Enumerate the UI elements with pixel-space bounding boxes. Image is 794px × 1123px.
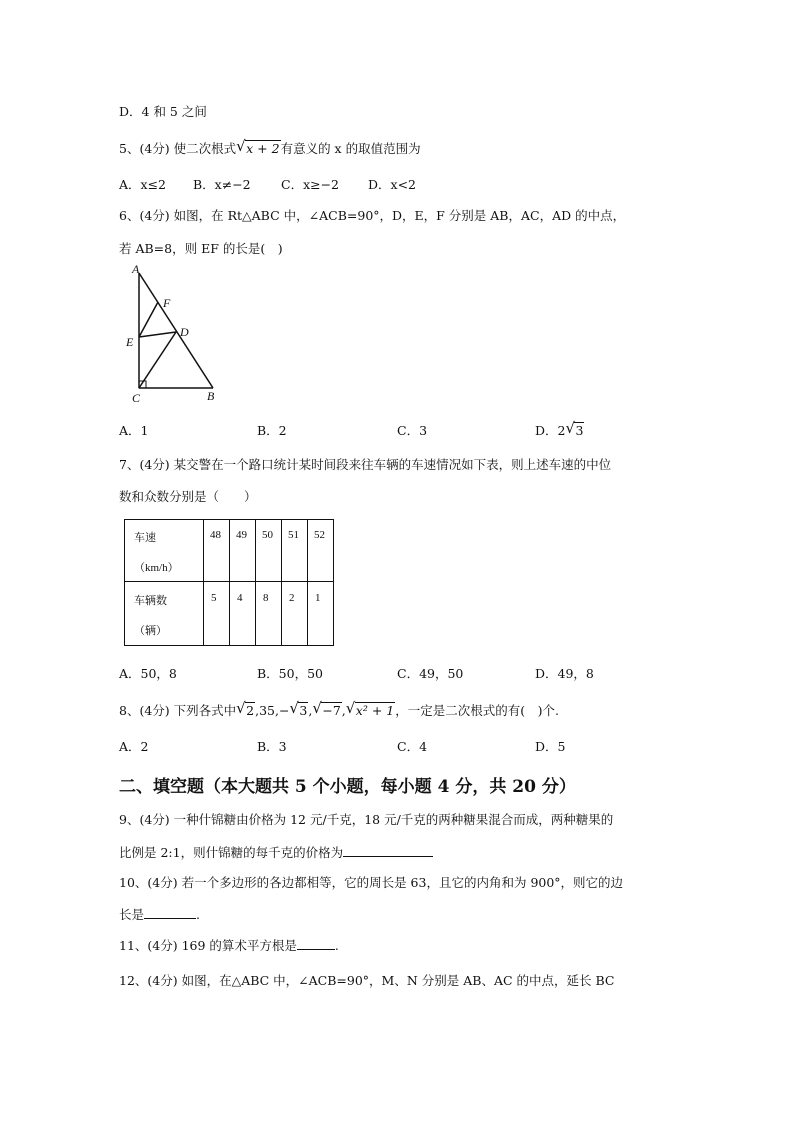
q4-option-d: D．4 和 5 之间 bbox=[119, 104, 207, 119]
cell-value: 49 bbox=[236, 529, 247, 541]
row1-label-line1: 车速 bbox=[134, 532, 156, 544]
table-cell bbox=[204, 520, 230, 582]
row1-label-line2: （km/h） bbox=[134, 562, 179, 574]
q10-line2 bbox=[119, 906, 200, 923]
sqrt-icon: √ bbox=[236, 137, 246, 155]
sqrt-icon: √ bbox=[312, 699, 322, 717]
q11-answer-blank[interactable] bbox=[297, 937, 335, 950]
label-b: B bbox=[207, 389, 215, 403]
cell-value: 51 bbox=[288, 529, 299, 541]
sqrt-icon: √ bbox=[345, 699, 356, 717]
sqrt-icon: √ bbox=[289, 699, 299, 717]
q5-option-b: B．x≠−2 bbox=[193, 177, 251, 192]
cell-value: 1 bbox=[315, 592, 321, 604]
q5-radicand: x + 2 bbox=[246, 141, 280, 156]
table-cell bbox=[125, 582, 204, 646]
table-cell bbox=[256, 582, 282, 646]
q5-sqrt bbox=[236, 137, 280, 157]
q10-line2-text: 长是 bbox=[119, 907, 145, 922]
table-cell bbox=[204, 582, 230, 646]
q10-answer-blank[interactable] bbox=[144, 906, 196, 919]
q12-line1: 12、(4分) 如图，在△ABC 中，∠ACB=90°，M、N 分别是 AB、AC 的中点，延长 BC bbox=[119, 973, 615, 988]
q9-line1: 9、(4分) 一种什锦糖由价格为 12 元/千克，18 元/千克的两种糖果混合而成，两种糖果的 bbox=[119, 812, 614, 827]
q5-option-d: D．x<2 bbox=[368, 177, 416, 192]
section-heading: 二、填空题（本大题共 5 个小题，每小题 4 分，共 20 分） bbox=[119, 777, 576, 797]
row2-label-line2: （辆） bbox=[134, 625, 167, 637]
q5-stem-post: 有意义的 x 的取值范围为 bbox=[280, 141, 421, 156]
table-cell bbox=[308, 520, 334, 582]
q7-option-c: C．49，50 bbox=[397, 666, 464, 681]
q5-option-c: C．x≥−2 bbox=[281, 177, 340, 192]
cell-value: 52 bbox=[314, 529, 325, 541]
q7-option-b: B．50，50 bbox=[257, 666, 323, 681]
q6-line1: 6、(4分) 如图，在 Rt△ABC 中，∠ACB=90°，D，E，F 分别是 AB，AC，AD 的中点， bbox=[119, 208, 626, 223]
table-cell bbox=[282, 582, 308, 646]
q8-mid2: , bbox=[308, 703, 313, 718]
table-cell bbox=[282, 520, 308, 582]
q10-line1: 10、(4分) 若一个多边形的各边都相等，它的周长是 63，且它的内角和为 900°，则它的边 bbox=[119, 875, 624, 890]
q7-line2: 数和众数分别是（ ） bbox=[119, 489, 257, 504]
cell-value: 2 bbox=[289, 592, 295, 604]
cell-value: 5 bbox=[211, 592, 217, 604]
sqrt-icon: √ bbox=[565, 419, 576, 437]
q8-option-c: C．4 bbox=[397, 739, 428, 754]
q8-pre: 8、(4分) 下列各式中 bbox=[119, 703, 237, 718]
label-d: D bbox=[180, 325, 189, 339]
q5-stem-pre: 5、(4分) 使二次根式 bbox=[119, 141, 237, 156]
q8-option-d: D．5 bbox=[535, 739, 566, 754]
label-e: E bbox=[126, 335, 134, 349]
q6-triangle-figure bbox=[118, 262, 228, 404]
q11-text: 11、(4分) 169 的算术平方根是 bbox=[119, 938, 297, 953]
table-row bbox=[125, 520, 334, 582]
label-a: A bbox=[132, 262, 140, 276]
q8-radicand-1: 2 bbox=[246, 703, 255, 718]
segment-ef bbox=[139, 302, 158, 337]
q9-line2-text: 比例是 2:1，则什锦糖的每千克的价格为 bbox=[119, 845, 344, 860]
q9-answer-blank[interactable] bbox=[343, 844, 433, 857]
table-cell bbox=[125, 520, 204, 582]
q11-end: . bbox=[334, 938, 339, 953]
row2-label-line1: 车辆数 bbox=[134, 595, 167, 607]
table-row bbox=[125, 582, 334, 646]
q5-stem bbox=[119, 137, 421, 157]
table-cell bbox=[230, 520, 256, 582]
q8-post: ，一定是二次根式的有( )个. bbox=[395, 703, 559, 718]
q6-line2: 若 AB=8，则 EF 的长是( ) bbox=[119, 241, 283, 256]
q6-option-d-prefix: D．2 bbox=[535, 423, 566, 438]
q8-radicand-2: 3 bbox=[299, 703, 308, 718]
q6-option-b: B．2 bbox=[257, 423, 287, 438]
q8-mid1: ,35,− bbox=[255, 703, 290, 718]
q8-option-a: A．2 bbox=[119, 739, 149, 754]
segment-ed bbox=[139, 332, 176, 337]
sqrt-icon: √ bbox=[236, 699, 246, 717]
q6-option-a: A．1 bbox=[119, 423, 149, 438]
q8-sqrt-3 bbox=[312, 699, 341, 719]
q7-line1: 7、(4分) 某交警在一个路口统计某时间段来往车辆的车速情况如下表，则上述车速的中位 bbox=[119, 457, 612, 472]
q6-option-c: C．3 bbox=[397, 423, 428, 438]
q11-line bbox=[119, 937, 339, 954]
table-cell bbox=[256, 520, 282, 582]
table-cell bbox=[230, 582, 256, 646]
q8-sqrt-4 bbox=[345, 699, 395, 719]
segment-cd bbox=[139, 332, 176, 388]
q8-sqrt-2 bbox=[289, 699, 308, 719]
cell-value: 48 bbox=[210, 529, 221, 541]
q8-stem bbox=[119, 699, 559, 719]
q6-option-d-sqrt bbox=[565, 419, 584, 439]
q8-sqrt-1 bbox=[236, 699, 255, 719]
label-c: C bbox=[132, 391, 141, 404]
q6-option-d bbox=[535, 419, 584, 439]
table-cell bbox=[308, 582, 334, 646]
q8-radicand-4: x² + 1 bbox=[355, 703, 395, 718]
q10-line2-end: . bbox=[196, 907, 200, 922]
q9-line2 bbox=[119, 844, 433, 861]
q8-option-b: B．3 bbox=[257, 739, 287, 754]
q6-option-d-radicand: 3 bbox=[575, 423, 584, 438]
cell-value: 8 bbox=[263, 592, 269, 604]
cell-value: 4 bbox=[237, 592, 243, 604]
q8-radicand-3: −7 bbox=[322, 703, 341, 718]
q8-mid3: , bbox=[341, 703, 346, 718]
q5-option-a: A．x≤2 bbox=[119, 177, 167, 192]
q7-option-a: A．50，8 bbox=[119, 666, 177, 681]
cell-value: 50 bbox=[262, 529, 273, 541]
q7-option-d: D．49，8 bbox=[535, 666, 594, 681]
label-f: F bbox=[163, 296, 171, 310]
q7-speed-table bbox=[124, 519, 334, 646]
